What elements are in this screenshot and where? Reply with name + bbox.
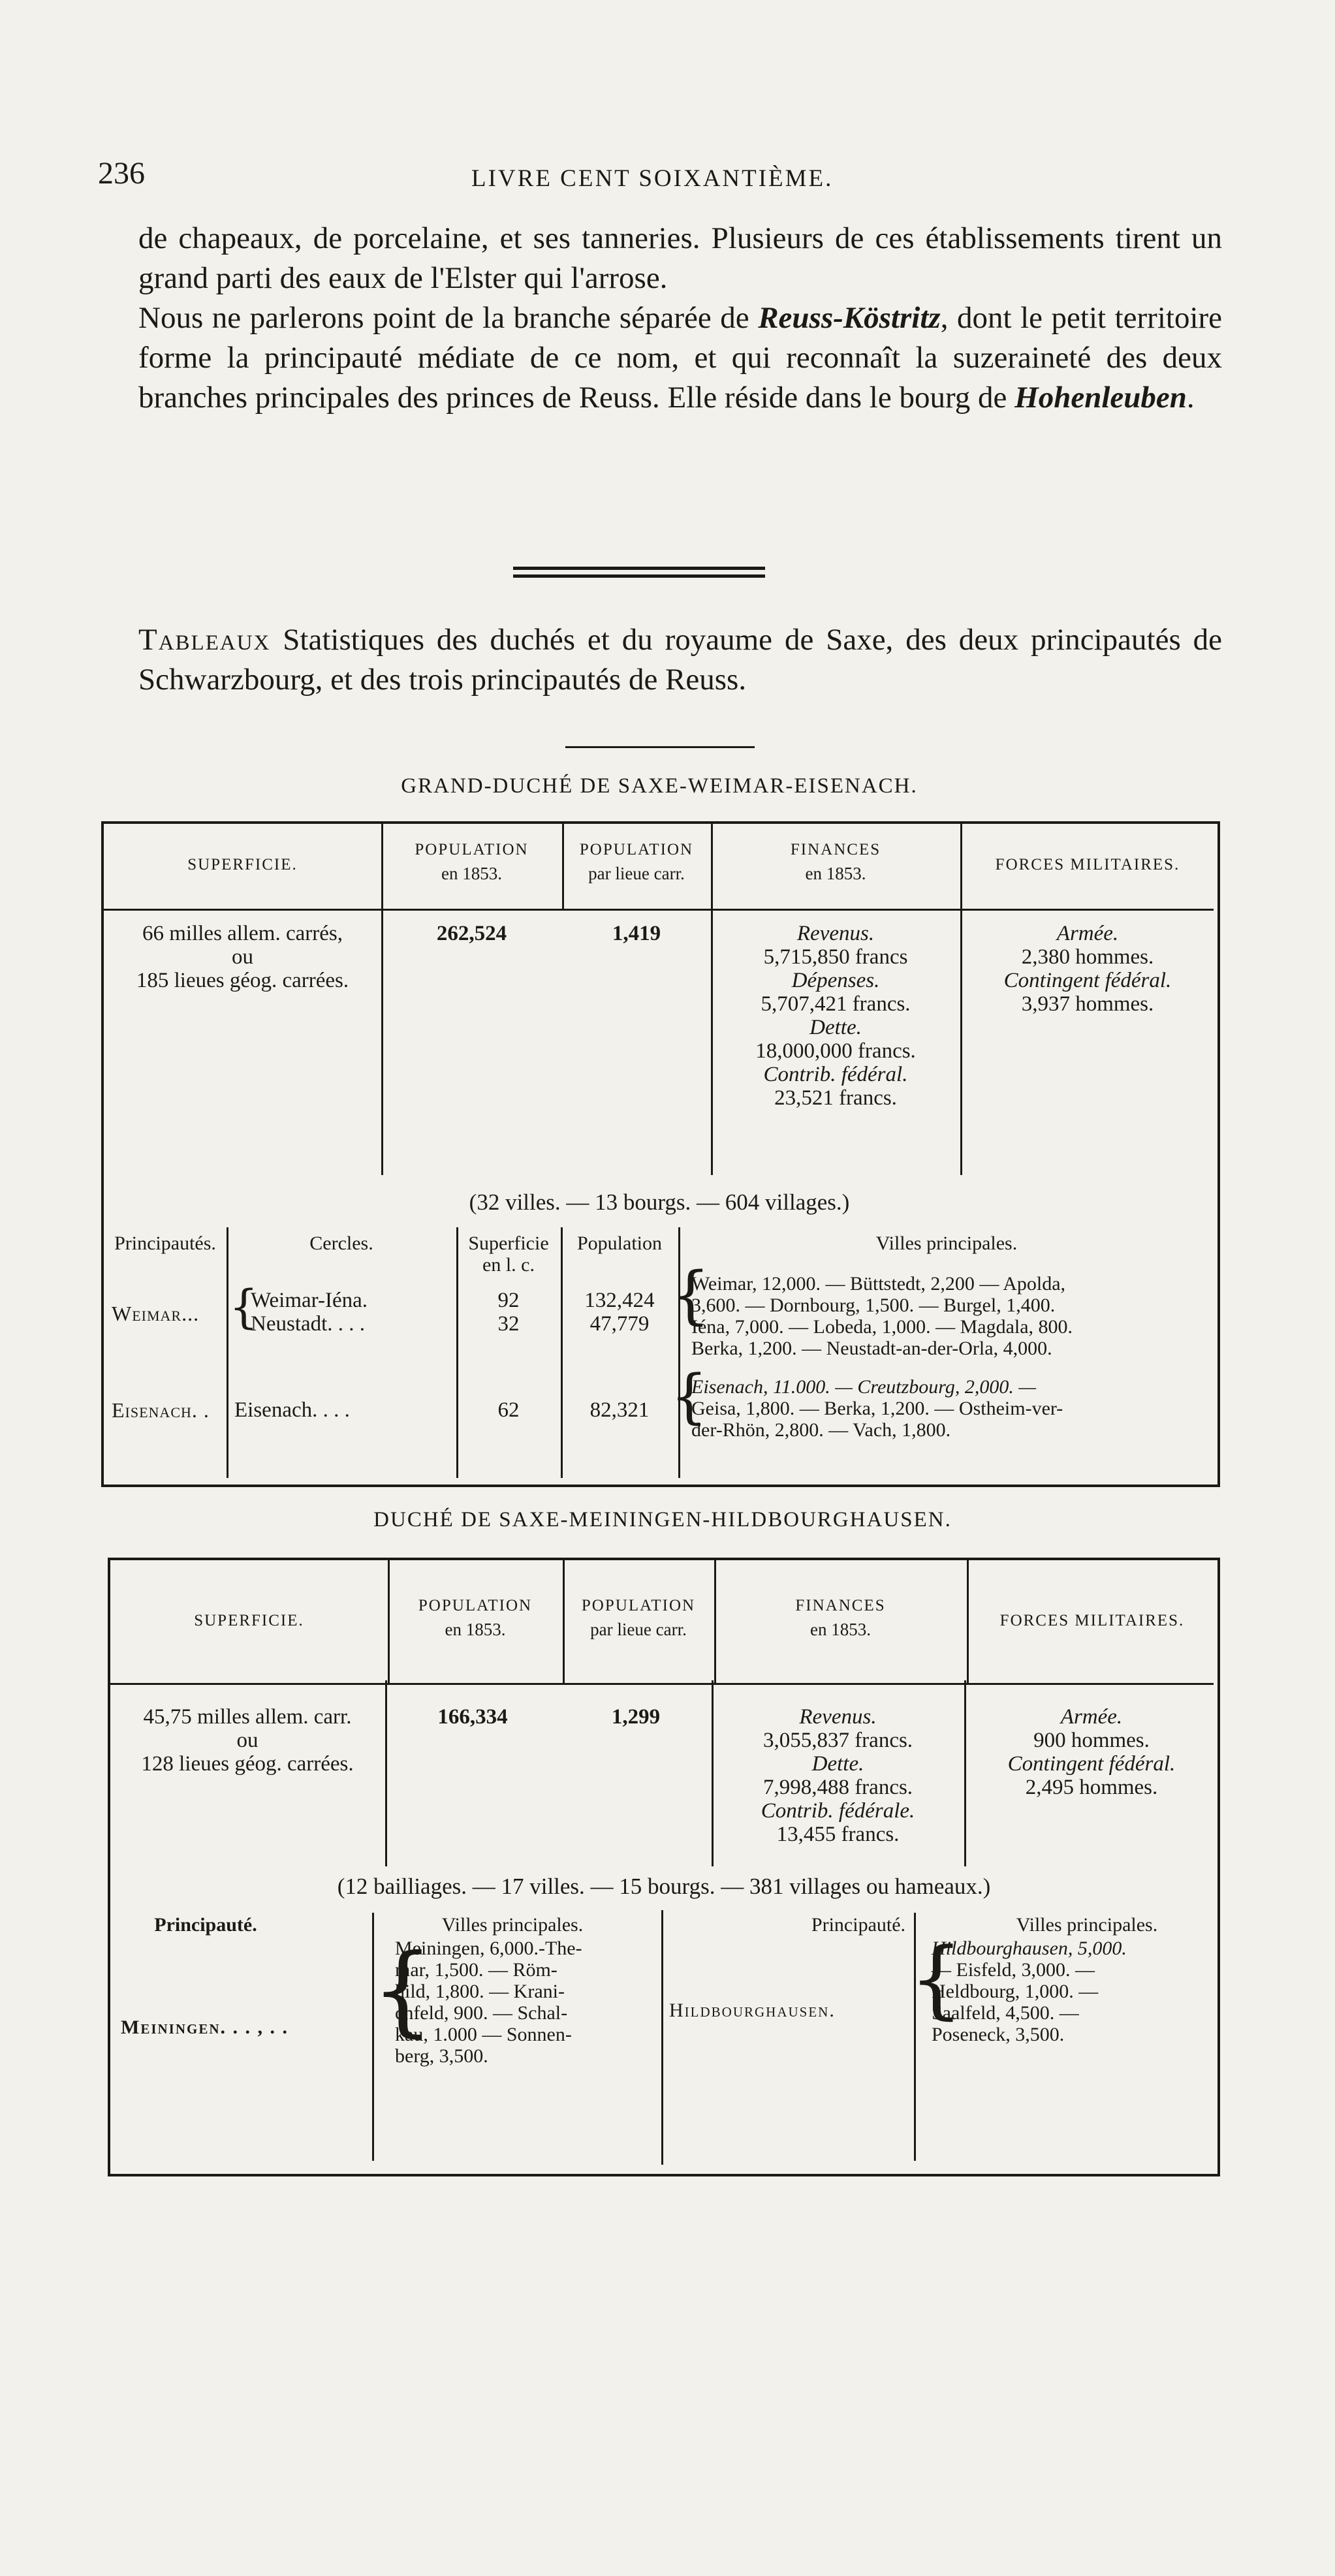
page-number: 236 bbox=[98, 156, 145, 191]
t1-header-density-title: POPULATION bbox=[579, 841, 694, 858]
t1-mil-value: 3,937 hommes. bbox=[1021, 992, 1154, 1016]
paragraph-2 bbox=[138, 298, 1222, 418]
brace-glyph: { bbox=[229, 1280, 259, 1334]
t1-sub-h-population: Population bbox=[576, 1233, 662, 1254]
t1-row-weimar-villes bbox=[691, 1273, 1214, 1359]
t2-ville-line: Saalfeld, 4,500. — bbox=[932, 2002, 1079, 2024]
t2-header-military: FORCES MILITAIRES. bbox=[999, 1612, 1185, 1629]
t2-header-density bbox=[563, 1594, 714, 1641]
t1-finances bbox=[711, 922, 960, 1110]
t1-row-eisenach-population: 82,321 bbox=[589, 1398, 650, 1422]
t2-ville-line: Heldbourg, 1,000. — bbox=[932, 1981, 1099, 2002]
t2-mil-value: 900 hommes. bbox=[1033, 1729, 1150, 1752]
hohenleuben-name: Hohenleuben bbox=[1014, 381, 1187, 415]
t2-population: 166,334 bbox=[437, 1705, 508, 1729]
t2-superficie-line: ou bbox=[236, 1729, 259, 1752]
t1-superficie-val: 92 bbox=[497, 1289, 520, 1312]
section-double-rule bbox=[513, 567, 765, 578]
t2-ville-line: Hildbourghausen, 5,000. bbox=[932, 1938, 1127, 1959]
t1-row-weimar-principaute: Weimar... bbox=[112, 1302, 200, 1325]
paragraph-2-text-b: , dont le petit territoire forme la principauté médiate de ce nom, et qui reconnaît la suzeraineté des deux branches principales des princes de Reuss. Elle réside dans le bourg de bbox=[138, 301, 1223, 415]
t2-ville-line: hild, 1,800. — Krani- bbox=[395, 1981, 565, 2002]
t2-ville-line: mar, 1,500. — Röm- bbox=[395, 1959, 558, 1981]
t1-row-eisenach-villes bbox=[691, 1376, 1214, 1441]
t1-row-eisenach-principaute: Eisenach. . bbox=[112, 1398, 210, 1422]
t2-mil-label: Armée. bbox=[1060, 1705, 1123, 1729]
t1-header-density bbox=[562, 838, 711, 885]
t1-superficie bbox=[110, 922, 375, 992]
t1-superficie-line: 185 lieues géog. carrées. bbox=[136, 969, 349, 992]
t1-sub-h-villes: Villes principales. bbox=[875, 1233, 1018, 1254]
t1-sub-vline bbox=[227, 1227, 228, 1478]
t1-population: 262,524 bbox=[436, 922, 507, 945]
t1-ville-line: Weimar, 12,000. — Büttstedt, 2,200 — Apolda, bbox=[691, 1273, 1066, 1295]
t2-header-population bbox=[388, 1594, 563, 1641]
table1 bbox=[101, 821, 1220, 1487]
t1-sub-h-principautes: Principautés. bbox=[114, 1233, 216, 1254]
t1-header-population-sub: en 1853. bbox=[441, 864, 502, 883]
t1-population-val: 47,779 bbox=[589, 1312, 650, 1336]
t1-superficie-line: ou bbox=[232, 945, 253, 969]
t2-mil-label: Contingent fédéral. bbox=[1007, 1752, 1176, 1776]
section-title bbox=[138, 620, 1222, 700]
t1-ville-line: Iéna, 7,000. — Lobeda, 1,000. — Magdala, 800. bbox=[691, 1316, 1073, 1338]
t2-left-h-principaute: Principauté. bbox=[154, 1914, 257, 1936]
t2-summary: (12 bailliages. — 17 villes. — 15 bourgs. — 381 villages ou hameaux.) bbox=[337, 1874, 991, 1899]
t2-fin-label: Contrib. fédérale. bbox=[761, 1799, 915, 1823]
t1-header-finances bbox=[711, 838, 960, 885]
paragraph-2-text-c: . bbox=[1186, 381, 1195, 415]
t2-ville-line: kau, 1.000 — Sonnen- bbox=[395, 2024, 572, 2045]
t1-row-weimar-cercles bbox=[251, 1289, 456, 1336]
t1-superficie-val: 32 bbox=[497, 1312, 520, 1336]
t1-fin-label: Revenus. bbox=[796, 922, 875, 945]
brace-glyph: { bbox=[670, 1259, 711, 1332]
t1-mil-label: Contingent fédéral. bbox=[1003, 969, 1172, 992]
section-lead-word: Tableaux bbox=[138, 623, 271, 657]
t1-ville-line: der-Rhön, 2,800. — Vach, 1,800. bbox=[691, 1419, 951, 1441]
t1-cercle: Weimar-Iéna. bbox=[251, 1289, 368, 1312]
t1-sub-h-superficie bbox=[456, 1233, 561, 1276]
t2-ville-line: — Eisfeld, 3,000. — bbox=[932, 1959, 1095, 1981]
t2-superficie-line: 128 lieues géog. carrées. bbox=[141, 1752, 354, 1776]
t2-ville-line: Poseneck, 3,500. bbox=[932, 2024, 1065, 2045]
paragraph-1: de chapeaux, de porcelaine, et ses tanneries. Plusieurs de ces établissements tirent un grand parti des eaux de l'Elster qui l'arrose. bbox=[138, 221, 1222, 295]
t2-fin-label: Revenus. bbox=[799, 1705, 877, 1729]
paragraph-2-text-a: Nous ne parlerons point de la branche séparée de bbox=[138, 301, 759, 335]
t2-ville-line: chfeld, 900. — Schal- bbox=[395, 2002, 568, 2024]
t2-header-finances-sub: en 1853. bbox=[810, 1620, 871, 1639]
table2-caption: DUCHÉ DE SAXE-MEININGEN-HILDBOURGHAUSEN. bbox=[373, 1508, 952, 1531]
t1-header-population bbox=[381, 838, 562, 885]
brace-glyph: { bbox=[909, 1929, 964, 2028]
t2-mil-value: 2,495 hommes. bbox=[1025, 1776, 1158, 1799]
t1-ville-line: Eisenach, 11.000. — Creutzbourg, 2,000. — bbox=[691, 1376, 1037, 1398]
t2-left-h-villes: Villes principales. bbox=[441, 1914, 584, 1936]
t1-superficie-line: 66 milles allem. carrés, bbox=[142, 922, 343, 945]
t1-military bbox=[960, 922, 1215, 1016]
t2-header-finances-title: FINANCES bbox=[795, 1597, 886, 1614]
t1-fin-label: Dette. bbox=[809, 1016, 862, 1039]
t2-header-rule bbox=[110, 1683, 1214, 1685]
t2-fin-value: 13,455 francs. bbox=[776, 1823, 900, 1846]
t1-header-rule bbox=[104, 909, 1214, 911]
t1-fin-value: 5,715,850 francs bbox=[763, 945, 908, 969]
t1-ville-line: 3,600. — Dornbourg, 1,500. — Burgel, 1,400. bbox=[691, 1295, 1056, 1316]
t1-mil-label: Armée. bbox=[1056, 922, 1119, 945]
t1-header-finances-sub: en 1853. bbox=[805, 864, 866, 883]
t1-fin-label: Dépenses. bbox=[791, 969, 880, 992]
t2-header-population-sub: en 1853. bbox=[445, 1620, 506, 1639]
t1-row-weimar-superficie bbox=[456, 1289, 561, 1336]
t1-vline bbox=[381, 909, 383, 1175]
t2-header-population-title: POPULATION bbox=[418, 1597, 533, 1614]
t2-fin-label: Dette. bbox=[811, 1752, 864, 1776]
t2-header-density-sub: par lieue carr. bbox=[590, 1620, 687, 1639]
t2-header-density-title: POPULATION bbox=[581, 1597, 696, 1614]
t2-ville-line: berg, 3,500. bbox=[395, 2045, 488, 2067]
t1-sub-h-superficie-unit: en l. c. bbox=[482, 1254, 535, 1276]
t1-sub-vline bbox=[561, 1227, 563, 1478]
t2-superficie-line: 45,75 milles allem. carr. bbox=[143, 1705, 352, 1729]
t1-ville-line: Berka, 1,200. — Neustadt-an-der-Orla, 4,000. bbox=[691, 1338, 1052, 1359]
t1-fin-value: 18,000,000 francs. bbox=[755, 1039, 916, 1063]
t1-sub-h-superficie-title: Superficie bbox=[468, 1233, 549, 1254]
t2-density: 1,299 bbox=[611, 1705, 661, 1729]
t1-row-eisenach-superficie: 62 bbox=[497, 1398, 520, 1422]
t1-header-military: FORCES MILITAIRES. bbox=[995, 856, 1180, 873]
t2-right-principaute: Hildbourghausen. bbox=[669, 2000, 836, 2021]
t2-left-principaute: Meiningen. . . , . . bbox=[121, 2017, 289, 2038]
table1-caption: GRAND-DUCHÉ DE SAXE-WEIMAR-EISENACH. bbox=[401, 774, 918, 798]
t2-fin-value: 7,998,488 francs. bbox=[762, 1776, 913, 1799]
section-title-text: Statistiques des duchés et du royaume de Saxe, des deux principautés de Schwarzbourg, et des trois principautés de Reuss. bbox=[138, 623, 1222, 697]
table2 bbox=[108, 1558, 1220, 2176]
t2-ville-line: Meiningen, 6,000.-The- bbox=[395, 1938, 582, 1959]
t1-row-weimar-population bbox=[561, 1289, 678, 1336]
t1-summary: (32 villes. — 13 bourgs. — 604 villages.) bbox=[469, 1189, 850, 1215]
t1-sub-h-cercles: Cercles. bbox=[309, 1233, 373, 1254]
t1-fin-value: 5,707,421 francs. bbox=[761, 992, 911, 1016]
t2-right-h-villes: Villes principales. bbox=[1016, 1914, 1158, 1936]
t2-right-h-principaute: Principauté. bbox=[811, 1914, 906, 1936]
t2-header-finances bbox=[714, 1594, 967, 1641]
t2-fin-value: 3,055,837 francs. bbox=[762, 1729, 913, 1752]
t1-cercle: Neustadt. . . . bbox=[251, 1312, 366, 1336]
t1-header-superficie: SUPERFICIE. bbox=[187, 856, 298, 873]
t1-fin-label: Contrib. fédéral. bbox=[763, 1063, 908, 1086]
running-title: LIVRE CENT SOIXANTIÈME. bbox=[471, 165, 834, 192]
brace-glyph: { bbox=[371, 1934, 434, 2047]
t1-mil-value: 2,380 hommes. bbox=[1021, 945, 1154, 969]
t1-header-population-title: POPULATION bbox=[415, 841, 529, 858]
t1-row-eisenach-cercles: Eisenach. . . . bbox=[234, 1398, 350, 1422]
t1-population-val: 132,424 bbox=[584, 1289, 655, 1312]
t2-header-superficie: SUPERFICIE. bbox=[194, 1612, 304, 1629]
reuss-kostritz-name: Reuss-Köstritz bbox=[758, 301, 941, 335]
short-rule bbox=[565, 746, 755, 748]
t1-fin-value: 23,521 francs. bbox=[774, 1086, 897, 1110]
t1-header-density-sub: par lieue carr. bbox=[588, 864, 685, 883]
paragraph-continuation bbox=[138, 219, 1222, 418]
t1-ville-line: Geisa, 1,800. — Berka, 1,200. — Ostheim-ver- bbox=[691, 1398, 1063, 1419]
t1-header-finances-title: FINANCES bbox=[790, 841, 881, 858]
t1-density: 1,419 bbox=[612, 922, 661, 945]
brace-glyph: { bbox=[670, 1362, 708, 1431]
